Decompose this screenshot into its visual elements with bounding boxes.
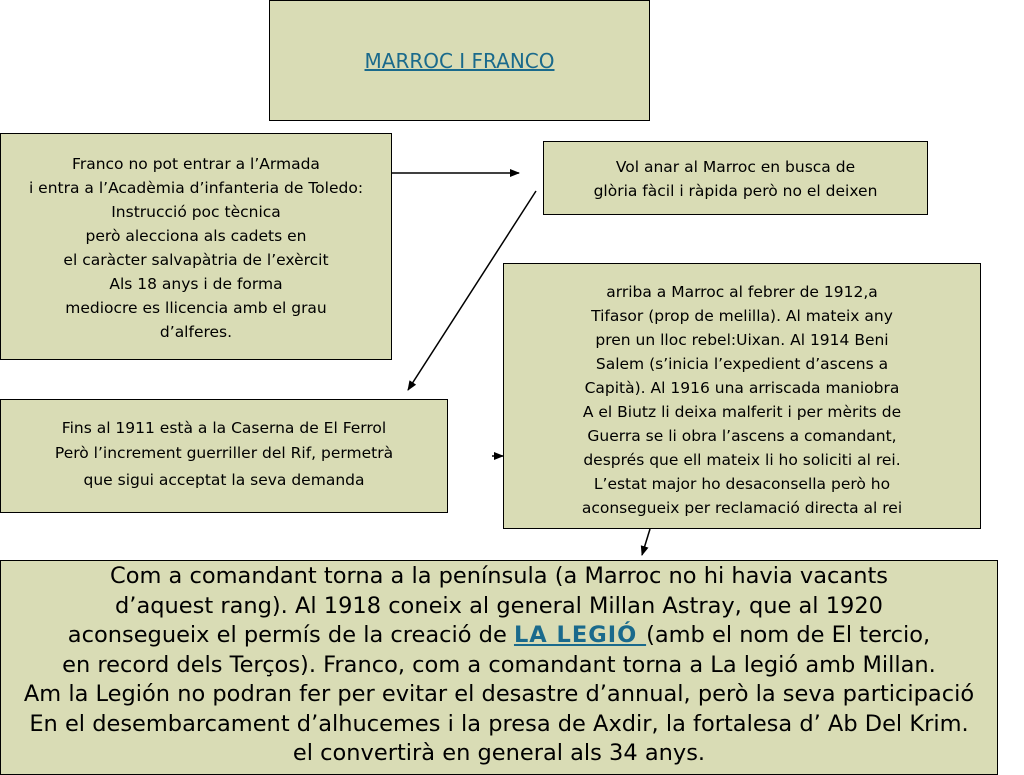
box-arrival-line: pren un lloc rebel:Uixan. Al 1914 Beni xyxy=(595,331,889,349)
box-armada-line: d’alferes. xyxy=(159,323,233,341)
box-legio-line: d’aquest rang). Al 1918 coneix al general Millan Astray, que al 1920 xyxy=(115,592,883,619)
box-armada-line: Franco no pot entrar a l’Armada xyxy=(72,155,320,173)
box-legio-text: aconsegueix el permís de la creació de xyxy=(67,622,514,648)
box-legio-line: Com a comandant torna a la península (a Marroc no hi havia vacants xyxy=(109,563,889,589)
box-ferrol-line: que sigui acceptat la seva demanda xyxy=(83,471,365,489)
box-armada-line: Instrucció poc tècnica xyxy=(111,203,281,221)
arrow-wish-to-ferrol xyxy=(408,191,536,390)
box-armada-line: Als 18 anys i de forma xyxy=(109,275,283,293)
box-arrival-line: Tifasor (prop de melilla). Al mateix any xyxy=(591,307,893,325)
box-legio-line: Am la Legión no podran fer per evitar el desastre d’annual, però la seva participació xyxy=(23,681,975,707)
box-ferrol-line: Fins al 1911 està a la Caserna de El Ferrol xyxy=(61,419,387,437)
box-arrival-line: Salem (s’inicia l’expedient d’ascens a xyxy=(595,355,889,373)
box-legio-line: En el desembarcament d’alhucemes i la presa de Axdir, la fortalesa d’ Ab Del Krim. xyxy=(29,710,969,737)
box-legio-line: en record dels Terços). Franco, com a comandant torna a La legió amb Millan. xyxy=(62,651,936,678)
box-ferrol-line: Però l’increment guerriller del Rif, permetrà xyxy=(54,444,394,462)
box-arrival-line: aconsegueix per reclamació directa al rei xyxy=(581,499,903,517)
box-marroc-wish-line: Vol anar al Marroc en busca de xyxy=(615,158,856,176)
la-legio-link[interactable]: LA LEGIÓ xyxy=(513,622,647,648)
box-arrival-line: arriba a Marroc al febrer de 1912,a xyxy=(606,283,878,301)
box-marroc-wish-line: glòria fàcil i ràpida però no el deixen xyxy=(593,182,878,200)
box-arrival-line: després que ell mateix li ho soliciti al rei. xyxy=(583,451,901,469)
box-arrival-line: L’estat major ho desaconsella però ho xyxy=(593,475,891,493)
box-armada-line: el caràcter salvapàtria de l’exèrcit xyxy=(63,251,329,269)
arrow-arrival-to-legio xyxy=(642,529,650,555)
title-link[interactable]: MARROC I FRANCO xyxy=(364,48,555,73)
box-legio-line: el convertirà en general als 34 anys. xyxy=(292,740,706,766)
box-legio-text: (amb el nom de El tercio, xyxy=(646,622,931,648)
box-arrival-line: Guerra se li obra l’ascens a comandant, xyxy=(587,427,897,445)
box-armada-line: però alecciona als cadets en xyxy=(85,227,307,245)
box-armada-line: mediocre es llicencia amb el grau xyxy=(65,299,327,317)
box-arrival-line: A el Biutz li deixa malferit i per mèrits de xyxy=(582,403,902,421)
box-arrival-line: Capità). Al 1916 una arriscada maniobra xyxy=(584,379,900,397)
box-armada-line: i entra a l’Acadèmia d’infanteria de Toledo: xyxy=(28,179,364,197)
